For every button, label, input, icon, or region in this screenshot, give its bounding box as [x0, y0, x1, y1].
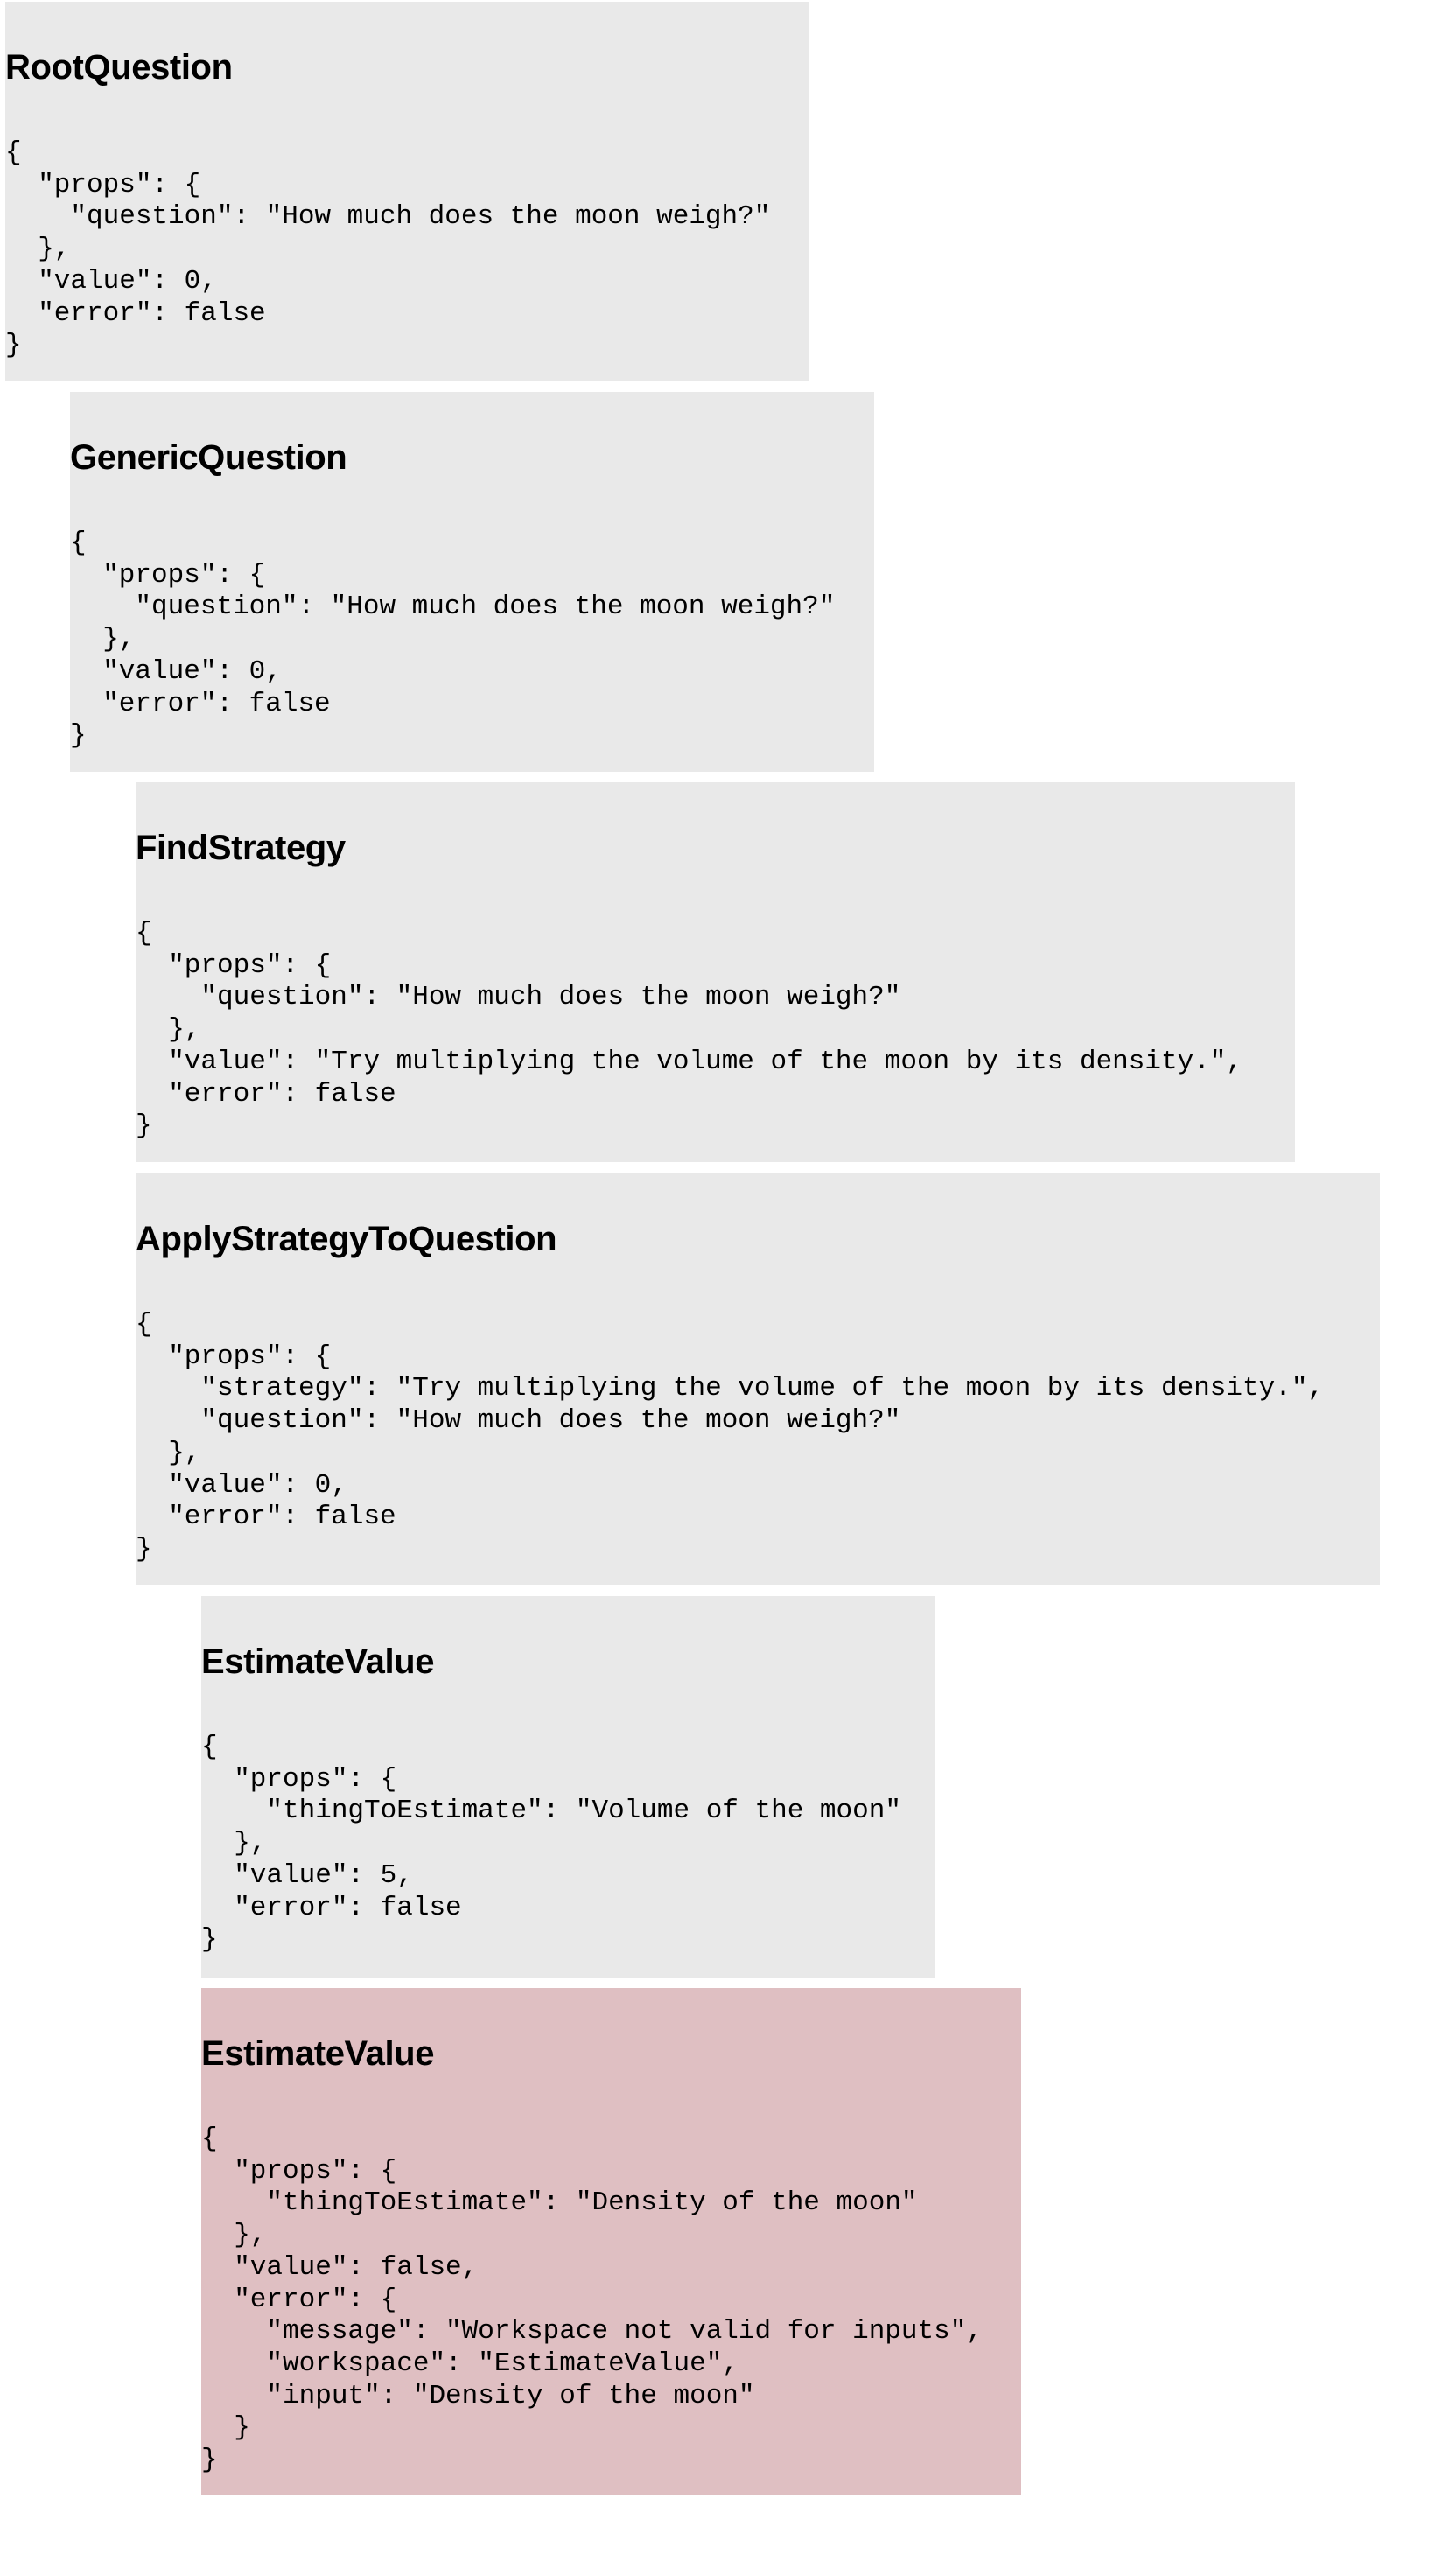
node-title: FindStrategy — [136, 829, 346, 867]
node-title: GenericQuestion — [70, 438, 347, 477]
node-estimate-value-density-error — [201, 1988, 1021, 2496]
node-title: EstimateValue — [201, 2034, 435, 2073]
node-json: { "props": { "strategy": "Try multiplying the volume of the moon by its density.", "question": "How much does the moon weigh?" }, "value": 0, "error": false } — [136, 1309, 1325, 1564]
node-generic-question — [70, 392, 874, 772]
node-json: { "props": { "question": "How much does the moon weigh?" }, "value": 0, "error": false } — [70, 528, 836, 752]
node-title: ApplyStrategyToQuestion — [136, 1220, 557, 1258]
node-title: EstimateValue — [201, 1642, 435, 1681]
node-root-question — [5, 2, 808, 382]
node-title: RootQuestion — [5, 48, 233, 87]
node-find-strategy — [136, 782, 1295, 1162]
node-json: { "props": { "thingToEstimate": "Volume of the moon" }, "value": 5, "error": false } — [201, 1732, 901, 1956]
node-estimate-value-volume — [201, 1596, 935, 1978]
node-json: { "props": { "thingToEstimate": "Density of the moon" }, "value": false, "error": { "message": "Workspace not valid for inputs", "workspace": "EstimateValue", "input": "Density of the moon" } } — [201, 2124, 983, 2476]
node-apply-strategy-to-question — [136, 1173, 1380, 1585]
node-json: { "props": { "question": "How much does the moon weigh?" }, "value": 0, "error": false } — [5, 137, 771, 361]
node-json: { "props": { "question": "How much does the moon weigh?" }, "value": "Try multiplying the volume of the moon by its density.", "error": false } — [136, 918, 1243, 1142]
